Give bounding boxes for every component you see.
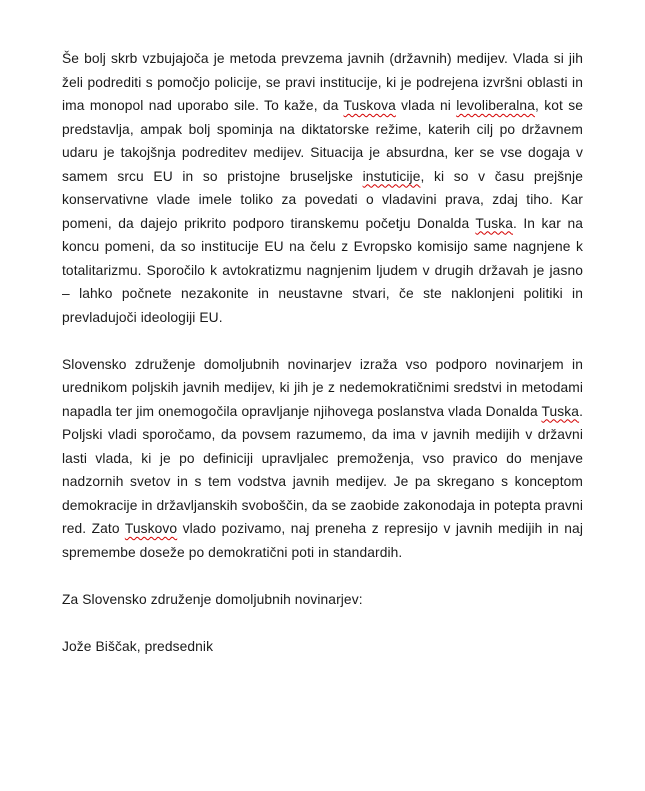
text-run: . Poljski vladi sporočamo, da povsem razumemo, da ima v javnih medijih v državni lasti vlada, ki je po definiciji upravljalec premoženja, vso pravico do menjave nadzornih svetov in s tem vodstva javnih medijev. Je pa skregano s konceptom demokracije in državljanskih svoboščin, da se zaobide zakonodaja in potepta pravni red. Zato xyxy=(62,403,583,536)
text-run: , ki so v času prejšnje konservativne vlade imele toliko za povedati o vladavini prava, zdaj tiho. Kar pomeni, da dajejo prikrito podporo tiranskemu početju Donalda xyxy=(62,168,583,231)
text-run: Za Slovensko združenje domoljubnih novinarjev: xyxy=(62,591,363,607)
text-run: Še bolj skrb vzbujajoča je metoda prevzema javnih (državnih) medijev. Vlada si jih želi podrediti s pomočjo policije, se pravi institucije, ki je podrejena izvršni oblasti in ima monopol nad uporabo sile. To kaže, da xyxy=(62,51,583,113)
text-run: Jože Biščak, predsednik xyxy=(62,638,214,654)
text-run: vlado pozivamo, naj preneha z represijo v javnih medijih in naj spremembe doseže po demokratični poti in standardih. xyxy=(62,521,583,560)
misspelled-word: Tuskova xyxy=(343,98,396,113)
misspelled-word: Tuska xyxy=(475,215,513,231)
paragraph-closing xyxy=(62,588,583,612)
misspelled-word: instuticije xyxy=(362,168,421,184)
misspelled-word: levoliberalna xyxy=(456,98,535,113)
text-run: Slovensko združenje domoljubnih novinarjev izraža vso podporo novinarjem in urednikom poljskih javnih medijev, ki jih je z nedemokratičnimi sredstvi in metodami napadla ter jim onemogočila opravljanje njihovega poslanstva vlada Donalda xyxy=(62,356,583,419)
text-run: , kot se predstavlja, ampak bolj spominja na diktatorske režime, katerih cilj po državnem udaru je takojšnja podreditev medijev. Situacija je absurdna, ker se vse dogaja v samem srcu EU in so pristojne bruseljske xyxy=(62,98,583,184)
paragraph-2 xyxy=(62,353,583,565)
text-run: vlada ni xyxy=(395,98,457,113)
document-body xyxy=(62,47,583,658)
text-run: . In kar na koncu pomeni, da so institucije EU na čelu z Evropsko komisijo same nagnjene k totalitarizmu. Sporočilo k avtokratizmu nagnjenim ljudem v drugih državah je jasno – lahko počnete nezakonite in neustavne stvari, če ste naklonjeni politiki in prevladujoči ideologiji EU. xyxy=(62,215,583,325)
paragraph-signature xyxy=(62,635,583,659)
misspelled-word: Tuska xyxy=(541,403,580,419)
paragraph-1 xyxy=(62,47,583,329)
misspelled-word: Tuskovo xyxy=(124,521,178,536)
